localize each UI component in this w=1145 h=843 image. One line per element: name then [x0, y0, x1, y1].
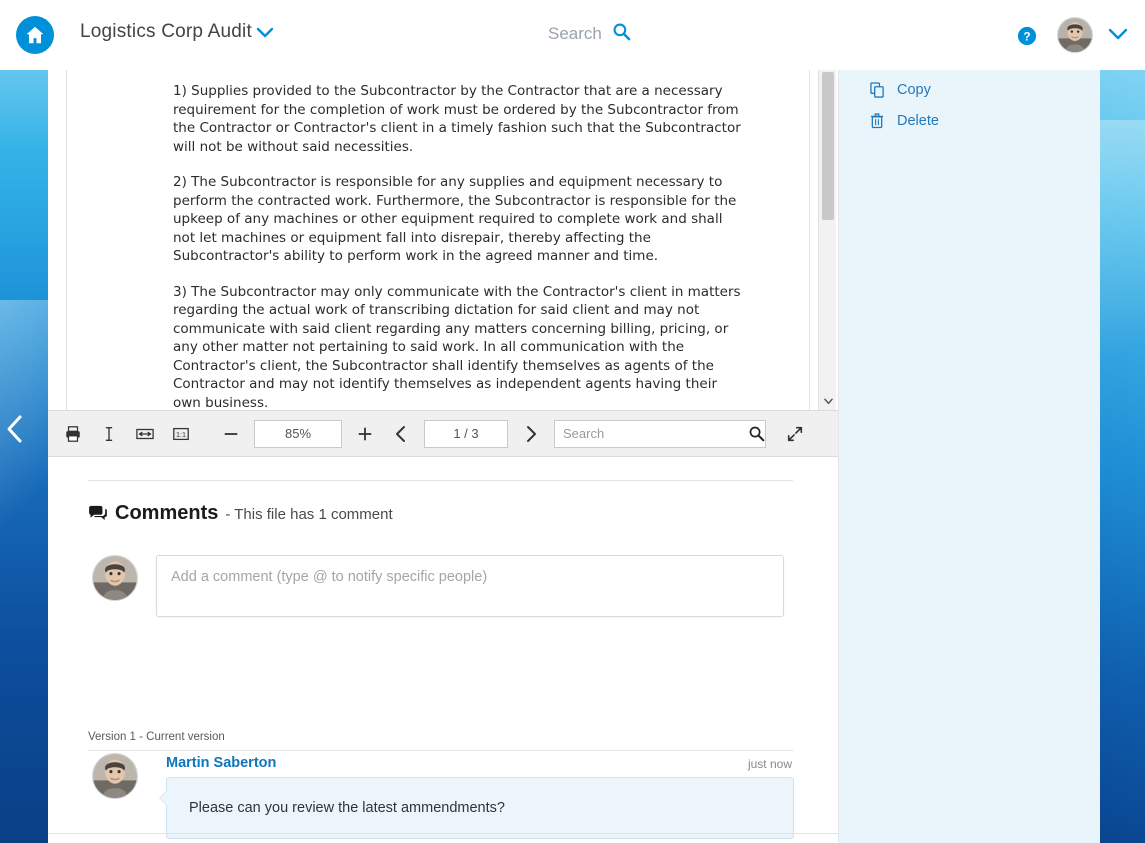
- fit-width-icon[interactable]: [132, 421, 158, 447]
- comments-header: [88, 502, 393, 525]
- next-page-button[interactable]: [518, 421, 544, 447]
- comment-author[interactable]: Martin Saberton: [166, 755, 277, 771]
- comments-title: Comments: [115, 502, 219, 524]
- previous-page-button[interactable]: [388, 421, 414, 447]
- pdf-search-input[interactable]: [555, 421, 747, 447]
- divider: [48, 833, 838, 834]
- page-title: Logistics Corp Audit: [80, 21, 252, 42]
- document-scrollbar[interactable]: [818, 70, 836, 410]
- comment-body: Please can you review the latest ammendments?: [166, 777, 794, 839]
- document-paragraph: 1) Supplies provided to the Subcontractor by the Contractor that are a necessary requirement for the completion of work must be ordered by the Subcontractor from the Contractor or Contractor's client in a timely fashion such that the Subcontractor will not be without said necessities.: [173, 83, 741, 155]
- search-input[interactable]: Search: [548, 24, 602, 43]
- comments-section: [48, 457, 838, 843]
- comments-icon: [88, 505, 108, 526]
- search-icon[interactable]: [747, 421, 765, 447]
- actual-size-icon[interactable]: [168, 421, 194, 447]
- avatar: [92, 555, 138, 601]
- comments-subtitle: - This file has 1 comment: [225, 506, 393, 523]
- chevron-down-icon[interactable]: [1108, 28, 1128, 46]
- document-paragraph: 2) The Subcontractor is responsible for any supplies and equipment necessary to perform the contracted work. Furthermore, the Subcontractor is responsible for the upkeep of any machines or other equipment required to complete work and shall not let machines or equipment fall into disrepair, thereby affecting the Subcontractor's ability to perform work in the agreed manner and time.: [173, 174, 737, 264]
- app-header: [0, 0, 1145, 70]
- global-search[interactable]: [548, 22, 631, 46]
- zoom-out-button[interactable]: [218, 421, 244, 447]
- zoom-in-button[interactable]: [352, 421, 378, 447]
- divider: [88, 480, 793, 481]
- search-icon[interactable]: [612, 22, 631, 46]
- delete-label: Delete: [897, 113, 939, 129]
- document-text: [173, 82, 743, 410]
- actions-panel: [838, 70, 1100, 843]
- comment-timestamp: just now: [747, 757, 792, 771]
- printer-icon[interactable]: [60, 421, 86, 447]
- svg-text:?: ?: [1023, 29, 1031, 44]
- copy-label: Copy: [897, 82, 931, 98]
- expand-icon[interactable]: [782, 421, 808, 447]
- zoom-level-input[interactable]: 85%: [254, 420, 342, 448]
- copy-icon: [869, 82, 885, 98]
- text-select-icon[interactable]: [96, 421, 122, 447]
- home-button[interactable]: [16, 16, 54, 54]
- main-content: [48, 70, 1100, 843]
- document-page: [66, 70, 810, 410]
- version-label: Version 1 - Current version: [88, 731, 793, 751]
- help-circle-icon[interactable]: [1017, 26, 1037, 51]
- comment-input[interactable]: [169, 566, 773, 588]
- chevron-down-icon[interactable]: [819, 392, 837, 410]
- scrollbar-thumb[interactable]: [822, 72, 834, 220]
- document-preview: [48, 70, 838, 410]
- avatar[interactable]: [1057, 17, 1093, 53]
- delete-action[interactable]: [869, 113, 939, 129]
- pdf-toolbar: [48, 410, 838, 457]
- comment-input-container[interactable]: [156, 555, 784, 617]
- right-gradient-rail: [1100, 0, 1145, 843]
- collapse-left-panel-icon[interactable]: [2, 408, 28, 450]
- document-paragraph: 3) The Subcontractor may only communicate with the Contractor's client in matters regarding the actual work of transcribing dictation for said client and may not communicate with said client regarding any matters concerning billing, pricing, or any other matter not pertaining to said work. In all communication with the Contractor's client, the Subcontractor shall identify themselves as agents of the Contractor and may not identify themselves as independent agents having their own business.: [173, 283, 741, 410]
- avatar: [92, 753, 138, 799]
- copy-action[interactable]: [869, 82, 931, 98]
- new-comment-row: [92, 555, 792, 617]
- page-number-input[interactable]: 1 / 3: [424, 420, 508, 448]
- pdf-search[interactable]: [554, 420, 766, 448]
- trash-icon: [869, 113, 885, 129]
- svg-text:1:1: 1:1: [176, 429, 186, 439]
- home-icon: [24, 24, 46, 46]
- chevron-down-icon[interactable]: [256, 26, 274, 44]
